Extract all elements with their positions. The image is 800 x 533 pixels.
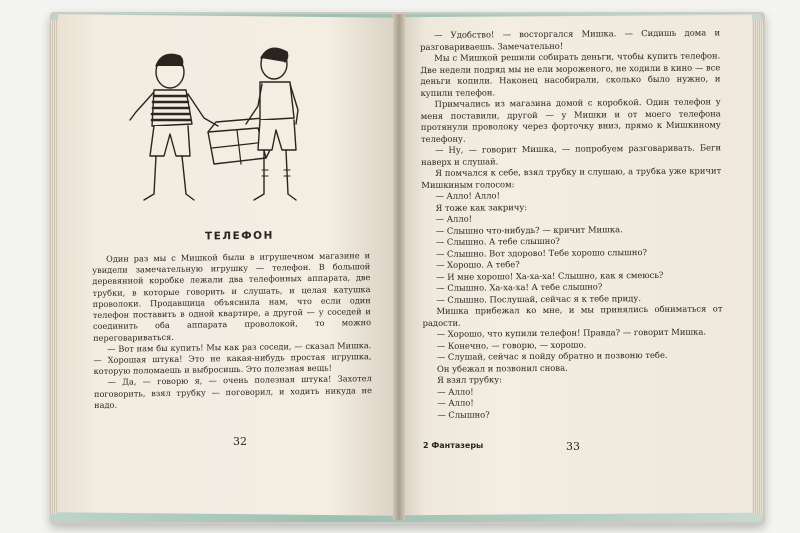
right-page-number: 33 bbox=[566, 440, 580, 453]
paragraph: Я взял трубку: bbox=[437, 374, 503, 385]
paragraph: Мы с Мишкой решили собирать деньги, чтобы купить телефон. Две недели подряд мы не ели мороженого, не ходили в кино — все деньги копили. Наконец насобирали, сколько было нужно, и купили телефон. bbox=[420, 50, 721, 98]
paragraph: — Слышно. А тебе слышно? bbox=[435, 235, 560, 247]
paragraph: — Слышно что-нибудь? — кричит Мишка. bbox=[435, 223, 623, 236]
paragraph: — Слушай, сейчас я пойду обратно и позвоню тебе. bbox=[436, 349, 668, 362]
paragraph: Я тоже как закричу: bbox=[435, 201, 528, 213]
paragraph: — Слышно. Вот здорово! Тебе хорошо слышно? bbox=[435, 246, 648, 259]
paragraph: — Конечно, — говорю, — хорошо. bbox=[436, 339, 587, 351]
paragraph: — И мне хорошо! Ха-ха-ха! Слышно, как я смеюсь? bbox=[436, 269, 664, 282]
paragraph: — Удобство! — восторгался Мишка. — Сидишь дома и разговариваешь. Замечательно! bbox=[420, 27, 721, 52]
paragraph: Он убежал и позвонил снова. bbox=[436, 362, 568, 374]
paragraph: — Хорошо. А тебе? bbox=[436, 259, 520, 270]
paragraph: Один раз мы с Мишкой были в игрушечном магазине и увидели замечательную игрушку — телефон. В большой деревянной коробке лежали два телефонных аппарата, две трубки, в которые говорить и слушать, и целая катушка проволоки. Продавщица объяснила нам, что если один телефон поставить в одной квартире, а другой — у соседей и соединить оба аппарата проволокой, то можно переговариваться. bbox=[92, 250, 372, 343]
paragraph: — Ну, — говорит Мишка, — попробуем разговаривать. Беги наверх и слушай. bbox=[421, 142, 722, 167]
paragraph: — Алло! Алло! bbox=[435, 190, 500, 201]
left-page-text bbox=[92, 250, 372, 411]
paragraph: — Хорошо, что купили телефон! Правда? — говорит Мишка. bbox=[436, 326, 707, 339]
paragraph: Мишка прибежал ко мне, и мы принялись обниматься от радости. bbox=[422, 303, 723, 328]
two-boys-carrying-box-illustration bbox=[112, 40, 312, 215]
printer-signature-mark: 2 Фантазеры bbox=[423, 441, 484, 450]
paragraph: — Алло! bbox=[437, 386, 474, 397]
paragraph: — Слышно. Послушай, сейчас я к тебе приду. bbox=[436, 292, 642, 305]
book-spine bbox=[393, 14, 405, 520]
paragraph: — Слышно. Ха-ха-ха! А тебе слышно? bbox=[436, 281, 603, 293]
paragraph: — Вот нам бы купить! Мы как раз соседи, — сказал Мишка. — Хорошая штука! Это не какая-нибудь простая игрушка, которую поломаешь и выбросишь. Это полезная вещь! bbox=[93, 339, 372, 377]
right-page-text bbox=[420, 27, 723, 421]
chapter-title: ТЕЛЕФОН bbox=[204, 229, 274, 243]
paragraph: — Да, — говорю я, — очень полезная штука! Захотел поговорить, взял трубку — поговорил, и ходить никуда не надо. bbox=[93, 373, 372, 410]
paragraph: Примчались из магазина домой с коробкой. Один телефон у меня поставили, другой — у Мишки и от моего телефона протянули проволоку через форточку вниз, прямо к Мишкиному телефону. bbox=[420, 96, 721, 144]
right-page-stack bbox=[752, 20, 764, 514]
paragraph: — Слышно? bbox=[437, 408, 490, 420]
paragraph: Я помчался к себе, взял трубку и слушаю, а трубка уже кричит Мишкиным голосом: bbox=[421, 165, 722, 190]
paragraph: — Алло! bbox=[435, 213, 473, 224]
paragraph: — Алло! bbox=[437, 397, 474, 408]
left-page-number: 32 bbox=[233, 435, 247, 448]
